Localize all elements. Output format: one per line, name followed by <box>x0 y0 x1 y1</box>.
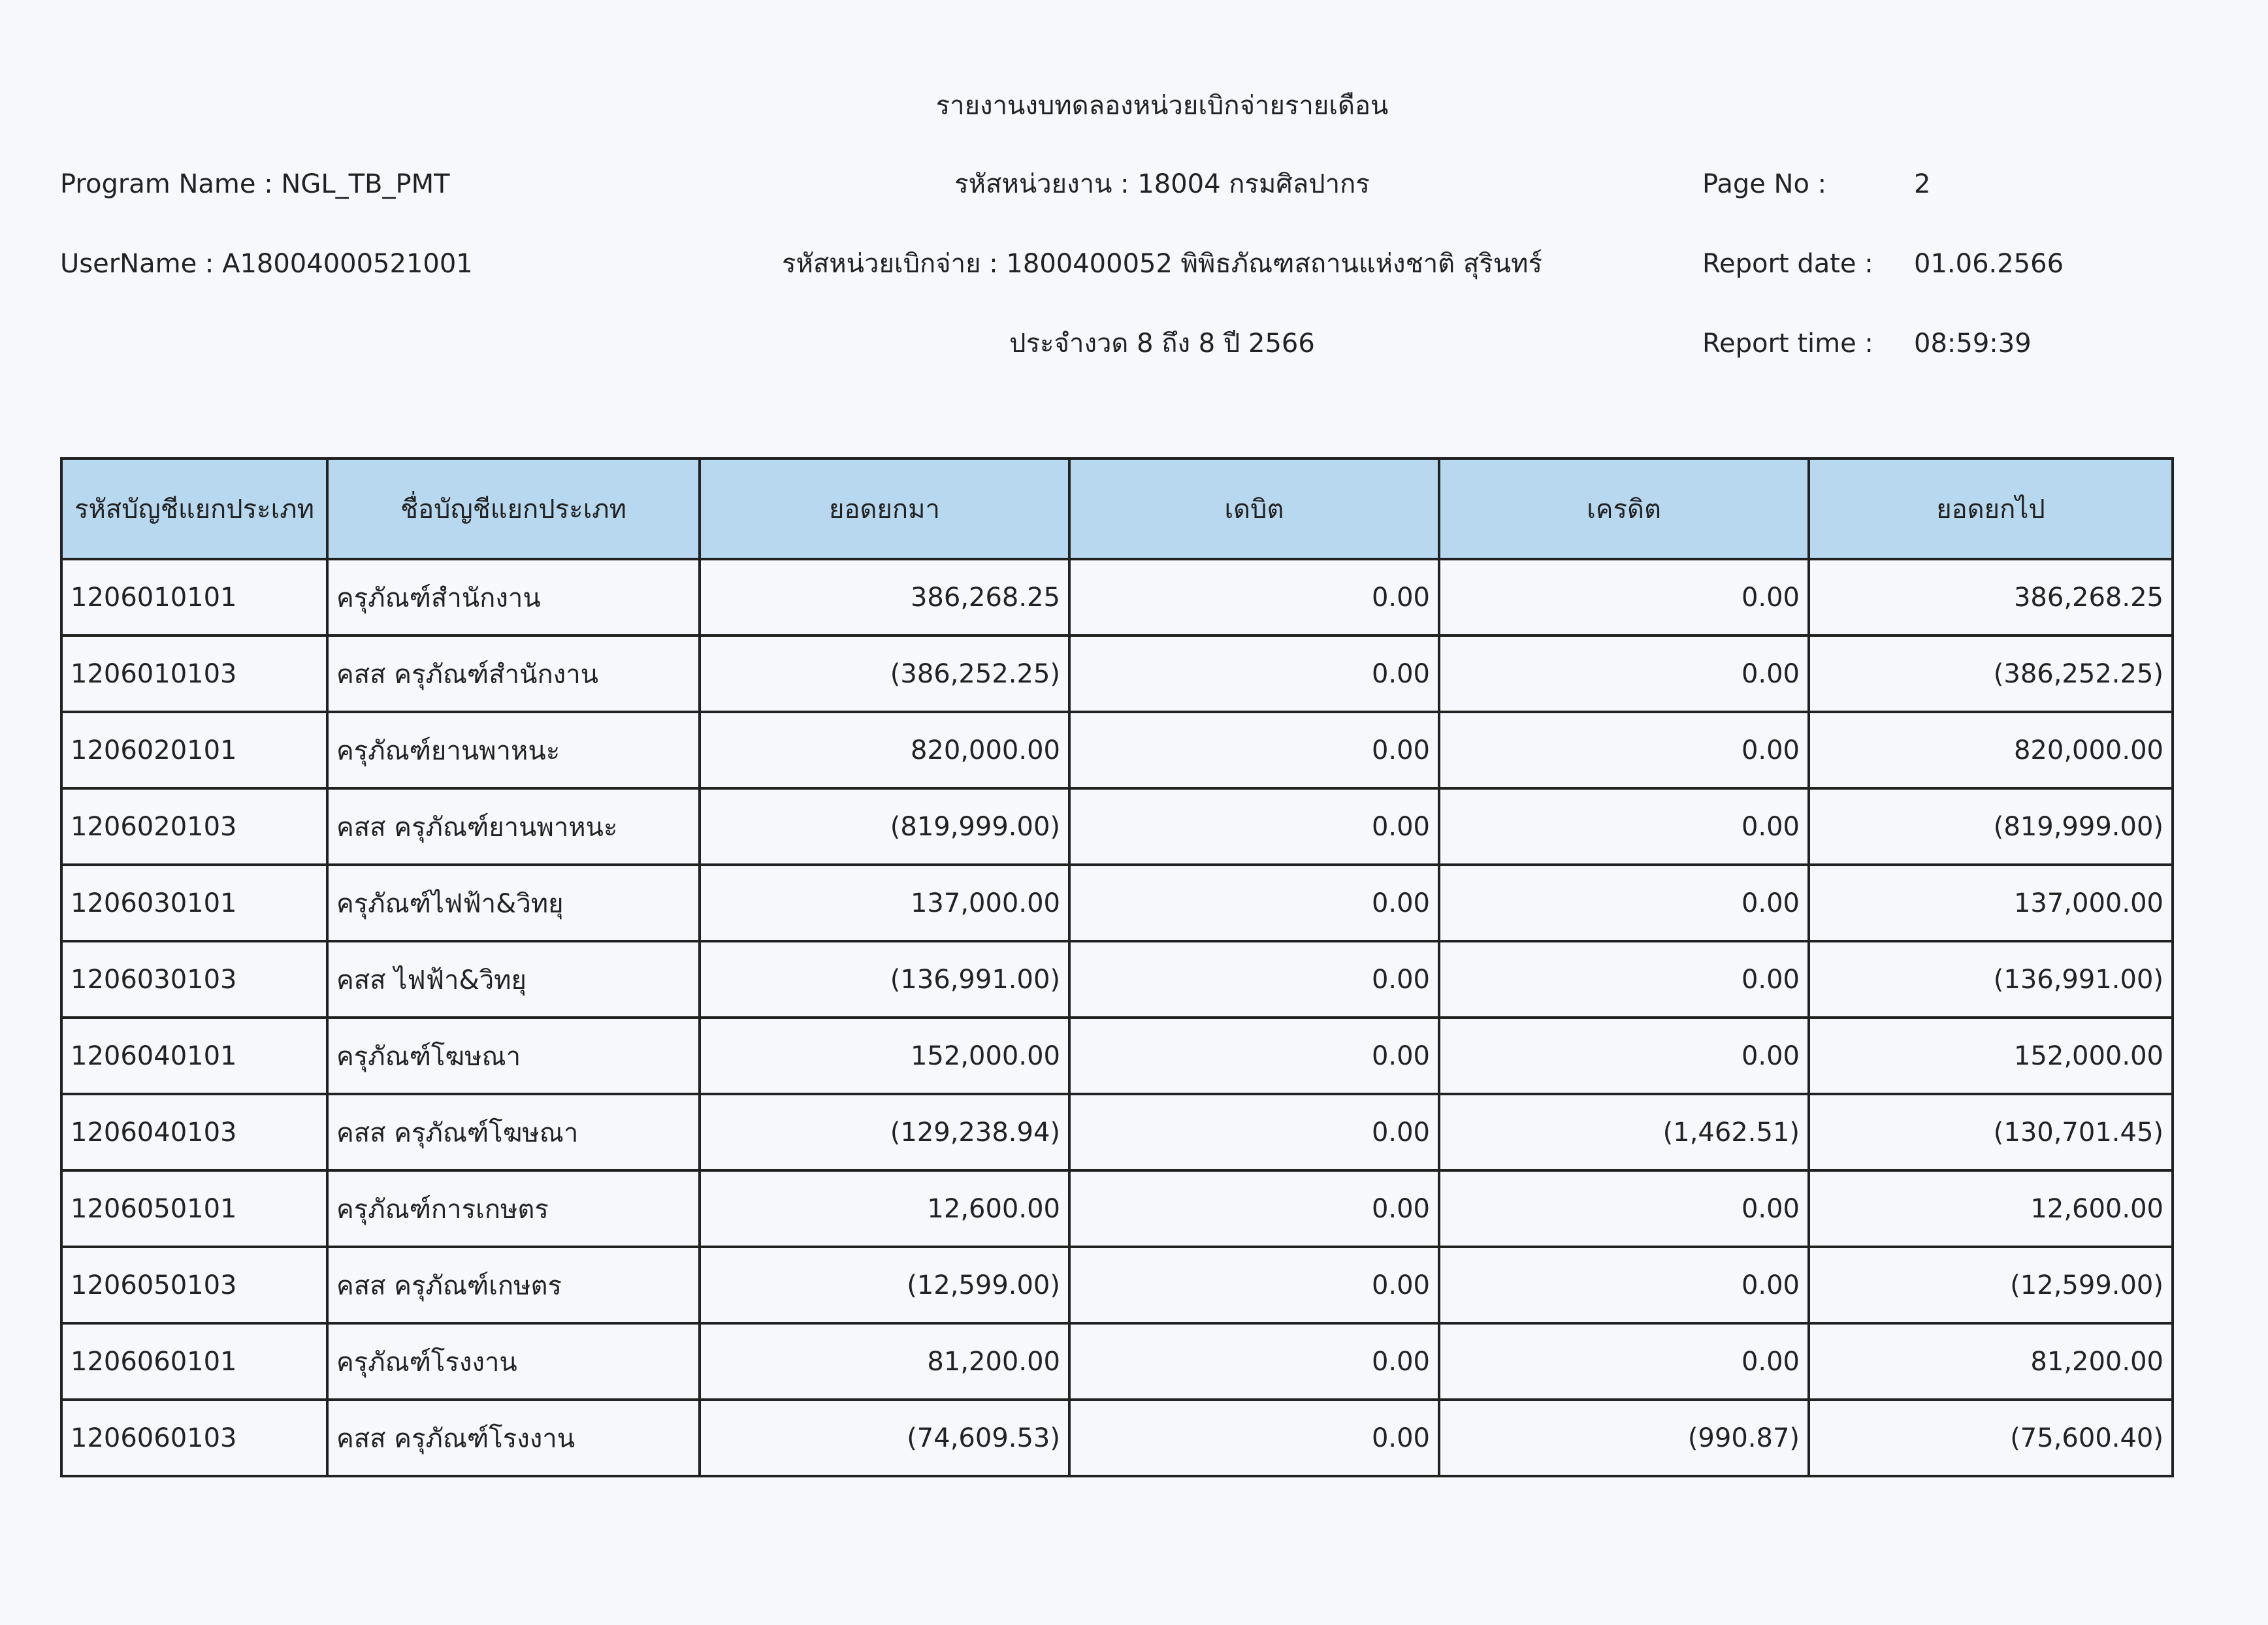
table-row <box>61 1400 2173 1476</box>
credit: 0.00 <box>1439 712 1809 788</box>
closing-balance: 820,000.00 <box>1809 712 2173 788</box>
account-name: ครุภัณฑ์สำนักงาน <box>327 559 700 636</box>
closing-balance: (386,252.25) <box>1809 636 2173 712</box>
opening-balance: 152,000.00 <box>700 1018 1069 1094</box>
account-code: 1206030101 <box>61 865 327 941</box>
opening-balance: (129,238.94) <box>700 1094 1069 1170</box>
account-name: คสส ครุภัณฑ์ยานพาหนะ <box>327 788 700 865</box>
header-debit: เดบิต <box>1069 459 1439 559</box>
account-code: 1206010103 <box>61 636 327 712</box>
program-name: Program Name : NGL_TB_PMT <box>60 169 450 199</box>
table-row <box>61 1018 2173 1094</box>
debit: 0.00 <box>1069 1247 1439 1323</box>
closing-balance: 152,000.00 <box>1809 1018 2173 1094</box>
credit: 0.00 <box>1439 788 1809 865</box>
credit: (1,462.51) <box>1439 1094 1809 1170</box>
table-header-row <box>61 459 2173 559</box>
opening-balance: (74,609.53) <box>700 1400 1069 1476</box>
opening-balance: (136,991.00) <box>700 941 1069 1018</box>
table-row <box>61 559 2173 636</box>
closing-balance: (12,599.00) <box>1809 1247 2173 1323</box>
credit: 0.00 <box>1439 636 1809 712</box>
table-row <box>61 865 2173 941</box>
debit: 0.00 <box>1069 865 1439 941</box>
account-name: ครุภัณฑ์โฆษณา <box>327 1018 700 1094</box>
debit: 0.00 <box>1069 788 1439 865</box>
credit: 0.00 <box>1439 1247 1809 1323</box>
debit: 0.00 <box>1069 636 1439 712</box>
account-name: ครุภัณฑ์การเกษตร <box>327 1170 700 1247</box>
table-row <box>61 636 2173 712</box>
account-name: คสส ครุภัณฑ์โรงงาน <box>327 1400 700 1476</box>
agency: รหัสหน่วยงาน : 18004 กรมศิลปากร <box>954 169 1370 199</box>
debit: 0.00 <box>1069 1094 1439 1170</box>
report-time-label: Report time : <box>1702 329 1873 359</box>
credit: (990.87) <box>1439 1400 1809 1476</box>
credit: 0.00 <box>1439 559 1809 636</box>
closing-balance: 386,268.25 <box>1809 559 2173 636</box>
header-account-name: ชื่อบัญชีแยกประเภท <box>327 459 700 559</box>
account-name: คสส ไฟฟ้า&วิทยุ <box>327 941 700 1018</box>
table-row <box>61 788 2173 865</box>
debit: 0.00 <box>1069 1323 1439 1400</box>
opening-balance: (819,999.00) <box>700 788 1069 865</box>
page-no: 2 <box>1914 169 1931 199</box>
account-name: ครุภัณฑ์โรงงาน <box>327 1323 700 1400</box>
opening-balance: 12,600.00 <box>700 1170 1069 1247</box>
opening-balance: 386,268.25 <box>700 559 1069 636</box>
period: ประจำงวด 8 ถึง 8 ปี 2566 <box>1009 329 1315 359</box>
closing-balance: (136,991.00) <box>1809 941 2173 1018</box>
closing-balance: (819,999.00) <box>1809 788 2173 865</box>
credit: 0.00 <box>1439 1170 1809 1247</box>
account-code: 1206020103 <box>61 788 327 865</box>
trial-balance-table <box>60 457 2174 1477</box>
account-code: 1206010101 <box>61 559 327 636</box>
opening-balance: (12,599.00) <box>700 1247 1069 1323</box>
report-title: รายงานงบทดลองหน่วยเบิกจ่ายรายเดือน <box>935 91 1389 121</box>
account-code: 1206040103 <box>61 1094 327 1170</box>
header-account-code: รหัสบัญชีแยกประเภท <box>61 459 327 559</box>
header-opening-balance: ยอดยกมา <box>700 459 1069 559</box>
header-credit: เครดิต <box>1439 459 1809 559</box>
account-code: 1206060101 <box>61 1323 327 1400</box>
opening-balance: 137,000.00 <box>700 865 1069 941</box>
table-row <box>61 1323 2173 1400</box>
table-row <box>61 1094 2173 1170</box>
debit: 0.00 <box>1069 1018 1439 1094</box>
report-date-label: Report date : <box>1702 249 1873 279</box>
account-code: 1206060103 <box>61 1400 327 1476</box>
account-name: คสส ครุภัณฑ์สำนักงาน <box>327 636 700 712</box>
opening-balance: (386,252.25) <box>700 636 1069 712</box>
credit: 0.00 <box>1439 941 1809 1018</box>
opening-balance: 81,200.00 <box>700 1323 1069 1400</box>
closing-balance: (75,600.40) <box>1809 1400 2173 1476</box>
account-code: 1206030103 <box>61 941 327 1018</box>
table-row <box>61 1247 2173 1323</box>
report-time: 08:59:39 <box>1914 329 2032 359</box>
debit: 0.00 <box>1069 1400 1439 1476</box>
page-no-label: Page No : <box>1702 169 1827 199</box>
account-code: 1206020101 <box>61 712 327 788</box>
debit: 0.00 <box>1069 712 1439 788</box>
opening-balance: 820,000.00 <box>700 712 1069 788</box>
account-name: ครุภัณฑ์ยานพาหนะ <box>327 712 700 788</box>
account-code: 1206050103 <box>61 1247 327 1323</box>
credit: 0.00 <box>1439 865 1809 941</box>
user-name: UserName : A18004000521001 <box>60 249 473 279</box>
closing-balance: 81,200.00 <box>1809 1323 2173 1400</box>
header-closing-balance: ยอดยกไป <box>1809 459 2173 559</box>
debit: 0.00 <box>1069 1170 1439 1247</box>
account-name: คสส ครุภัณฑ์โฆษณา <box>327 1094 700 1170</box>
debit: 0.00 <box>1069 559 1439 636</box>
account-name: คสส ครุภัณฑ์เกษตร <box>327 1247 700 1323</box>
account-name: ครุภัณฑ์ไฟฟ้า&วิทยุ <box>327 865 700 941</box>
disbursement-unit: รหัสหน่วยเบิกจ่าย : 1800400052 พิพิธภัณฑสถานแห่งชาติ สุรินทร์ <box>782 249 1542 279</box>
credit: 0.00 <box>1439 1323 1809 1400</box>
account-code: 1206040101 <box>61 1018 327 1094</box>
report-date: 01.06.2566 <box>1914 249 2064 279</box>
closing-balance: 12,600.00 <box>1809 1170 2173 1247</box>
table-row <box>61 712 2173 788</box>
closing-balance: (130,701.45) <box>1809 1094 2173 1170</box>
credit: 0.00 <box>1439 1018 1809 1094</box>
account-code: 1206050101 <box>61 1170 327 1247</box>
closing-balance: 137,000.00 <box>1809 865 2173 941</box>
table-row <box>61 1170 2173 1247</box>
debit: 0.00 <box>1069 941 1439 1018</box>
table-row <box>61 941 2173 1018</box>
